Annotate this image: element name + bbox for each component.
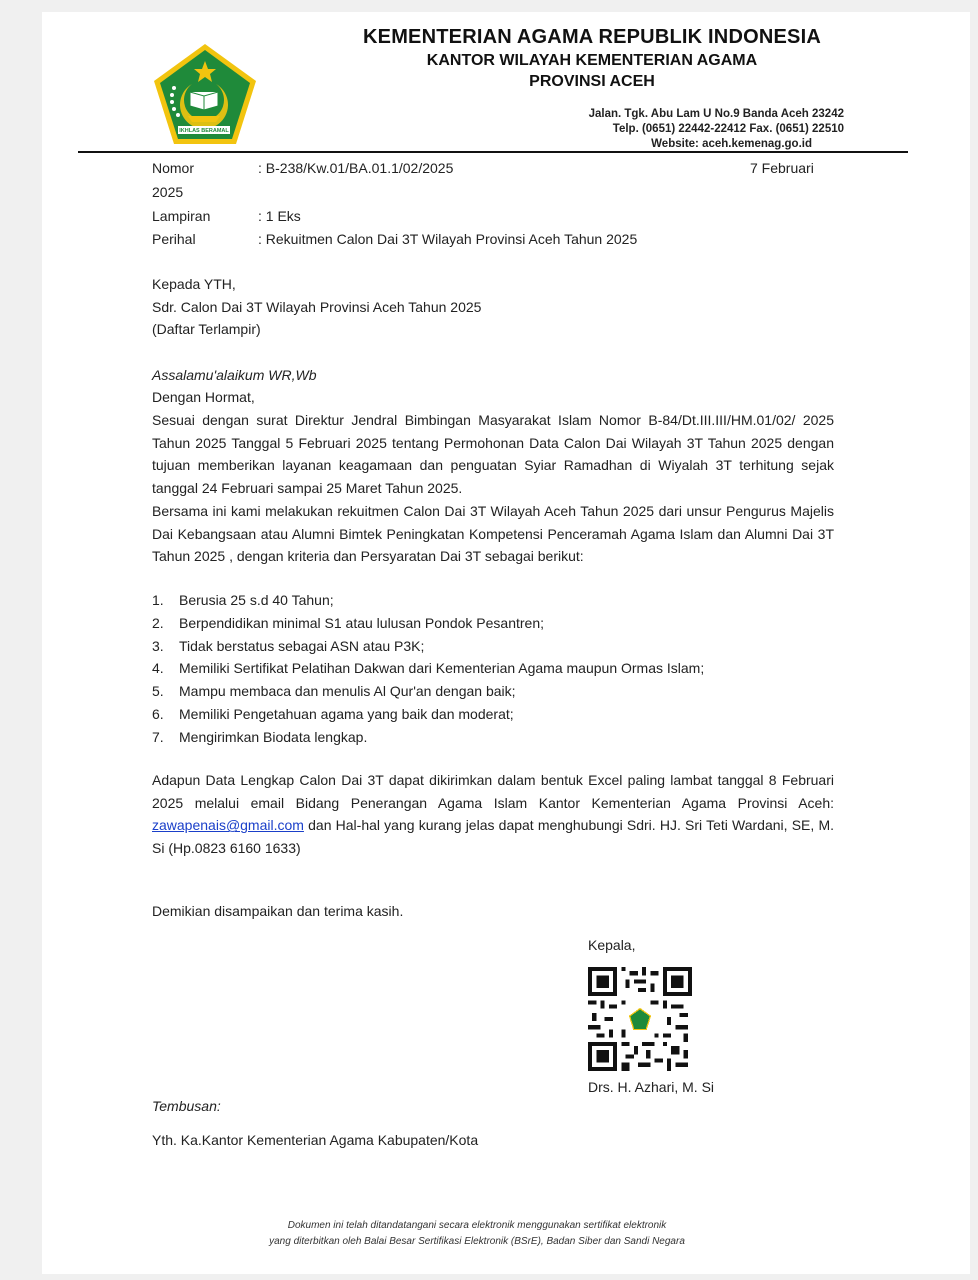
hormat: Dengan Hormat, — [152, 389, 255, 405]
list-item: 6. Memiliki Pengetahuan agama yang baik dan moderat; — [152, 705, 514, 722]
signatory-name: Drs. H. Azhari, M. Si — [588, 1079, 715, 1095]
office-phone: Telp. (0651) 22442-22412 Fax. (0651) 22510 — [612, 123, 844, 135]
list-item: 1. Berusia 25 s.d 40 Tahun; — [152, 592, 334, 608]
footer-line-2: yang diterbitkan oleh Balai Besar Sertifikasi Elektronik (BSrE), Badan Siber dan Sandi Negara — [269, 1236, 685, 1247]
office-website: Website: aceh.kemenag.go.id — [651, 138, 812, 150]
signature-qr-code — [588, 967, 692, 1071]
lampiran-label: Lampiran — [152, 208, 211, 224]
list-item: 7. Mengirimkan Biodata lengkap. — [152, 728, 368, 745]
office-name: KANTOR WILAYAH KEMENTERIAN AGAMA — [426, 52, 758, 69]
contact-email-link[interactable]: zawapenais@gmail.com — [152, 817, 304, 834]
letter-date-year: 2025 — [152, 184, 184, 200]
recipient-note: (Daftar Terlampir) — [152, 321, 261, 337]
tembusan-item: Yth. Ka.Kantor Kementerian Agama Kabupaten/Kota — [152, 1132, 479, 1148]
letterhead — [292, 26, 892, 150]
list-item: 5. Mampu membaca dan menulis Al Qur'an dengan baik; — [152, 683, 516, 700]
paragraph-1: Sesuai dengan surat Direktur Jendral Bimbingan Masyarakat Islam Nomor B-84/Dt.III.III/HM.01/02/ 2025 Tahun 2025 Tanggal 5 Februari 2025 tentang Permohonan Data Calon Dai Wilayah 3T Tahun 2025 dengan tujuan memberikan layanan keagamaan dan penguatan Syiar Ramadhan di Wiyalah 3T terhitung sejak tanggal 24 Februari sampai 25 Maret Tahun 2025. — [152, 412, 834, 497]
list-item: 2. Berpendidikan minimal S1 atau lulusan Pondok Pesantren; — [152, 614, 545, 631]
nomor-label: Nomor — [152, 160, 195, 176]
ministry-name: KEMENTERIAN AGAMA REPUBLIK INDONESIA — [363, 26, 821, 48]
province-name: PROVINSI ACEH — [529, 73, 655, 90]
footer-line-1: Dokumen ini telah ditandatangani secara elektronik menggunakan sertifikat elektronik — [287, 1220, 667, 1231]
recipient-greeting: Kepada YTH, — [152, 276, 236, 292]
paragraph-2: Bersama ini kami melakukan rekuitmen Calon Dai 3T Wilayah Aceh Tahun 2025 dari unsur Pengurus Majelis Dai Kebangsaan atau Alumni Bimtek Peningkatan Kompetensi Penceramah Agama Islam dan Alumni Dai 3T Tahun 2025 , dengan kriteria dan Persyaratan Dai 3T sebagai berikut: — [152, 503, 834, 565]
letter-date: 7 Februari — [750, 160, 814, 176]
salam: Assalamu'alaikum WR,Wb — [152, 367, 317, 383]
signature-title: Kepala, — [588, 937, 636, 953]
paragraph-3: Adapun Data Lengkap Calon Dai 3T dapat dikirimkan dalam bentuk Excel paling lambat tanggal 8 Februari 2025 melalui email Bidang Penerangan Agama Islam Kantor Kementerian Agama Provinsi Aceh: zawapenais@gmail.com dan Hal-hal yang kurang jelas dapat menghubungi Sdri. HJ. Sri Teti Wardani, SE, M. Si (Hp.0823 6160 1633) — [152, 772, 834, 857]
nomor-value: : B-238/Kw.01/BA.01.1/02/2025 — [258, 160, 454, 176]
perihal-label: Perihal — [152, 231, 196, 247]
kemenag-logo — [150, 40, 260, 150]
recipient-name: Sdr. Calon Dai 3T Wilayah Provinsi Aceh Tahun 2025 — [152, 299, 482, 315]
perihal-value: : Rekuitmen Calon Dai 3T Wilayah Provinsi Aceh Tahun 2025 — [258, 231, 638, 247]
office-address: Jalan. Tgk. Abu Lam U No.9 Banda Aceh 23242 — [588, 108, 844, 120]
closing-text: Demikian disampaikan dan terima kasih. — [152, 903, 404, 919]
lampiran-value: : 1 Eks — [258, 208, 301, 224]
letter-page — [42, 12, 970, 1274]
requirements-list — [152, 589, 832, 749]
tembusan-label: Tembusan: — [152, 1098, 221, 1114]
logo-motto: IKHLAS BERAMAL — [179, 128, 229, 134]
letterhead-divider — [78, 151, 908, 153]
list-item: 3. Tidak berstatus sebagai ASN atau P3K; — [152, 637, 425, 654]
list-item: 4. Memiliki Sertifikat Pelatihan Dakwan dari Kementerian Agama maupun Ormas Islam; — [152, 660, 705, 677]
